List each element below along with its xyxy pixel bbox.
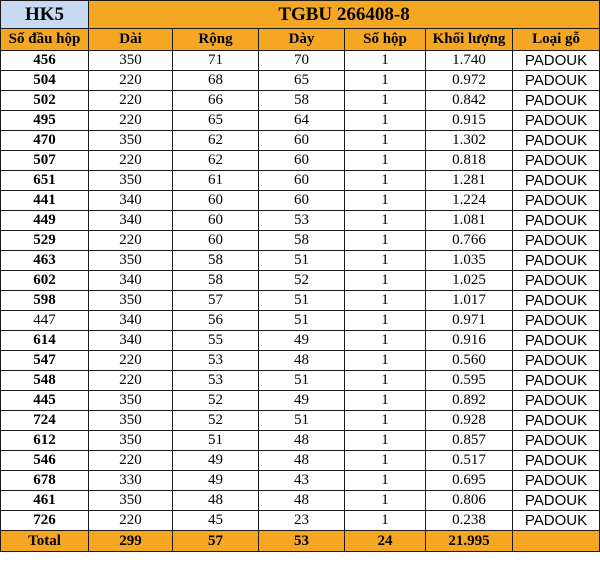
length-cell[interactable]: 350 [89,171,173,191]
thickness-cell[interactable]: 48 [259,451,345,471]
width-cell[interactable]: 53 [173,371,259,391]
volume-cell[interactable]: 0.971 [426,311,513,331]
box-id-cell[interactable]: 461 [1,491,89,511]
box-id-cell[interactable]: 724 [1,411,89,431]
box-count-cell[interactable]: 1 [345,271,426,291]
box-count-cell[interactable]: 1 [345,311,426,331]
sheet-body [1,1,600,552]
wood-type-cell[interactable]: PADOUK [513,451,600,471]
wood-type-cell[interactable]: PADOUK [513,331,600,351]
width-cell[interactable]: 58 [173,251,259,271]
thickness-cell[interactable]: 60 [259,191,345,211]
wood-type-cell[interactable]: PADOUK [513,111,600,131]
warehouse-code-cell[interactable]: HK5 [1,1,89,29]
width-cell[interactable]: 51 [173,431,259,451]
wood-type-cell[interactable]: PADOUK [513,231,600,251]
total-thickness-cell[interactable]: 53 [259,531,345,552]
width-cell[interactable]: 48 [173,491,259,511]
wood-type-cell[interactable]: PADOUK [513,391,600,411]
thickness-cell[interactable]: 65 [259,71,345,91]
box-id-cell[interactable]: 463 [1,251,89,271]
column-header-width[interactable]: Rộng [173,29,259,51]
wood-type-cell[interactable]: PADOUK [513,131,600,151]
table-row [1,151,600,171]
box-count-cell[interactable]: 1 [345,511,426,531]
wood-type-cell[interactable]: PADOUK [513,251,600,271]
thickness-cell[interactable]: 49 [259,331,345,351]
wood-type-cell[interactable]: PADOUK [513,191,600,211]
volume-cell[interactable]: 0.972 [426,71,513,91]
table-row [1,191,600,211]
table-row [1,91,600,111]
thickness-cell[interactable]: 70 [259,51,345,71]
wood-type-cell[interactable]: PADOUK [513,211,600,231]
box-id-cell[interactable]: 449 [1,211,89,231]
thickness-cell[interactable]: 64 [259,111,345,131]
length-cell[interactable]: 340 [89,211,173,231]
volume-cell[interactable]: 0.916 [426,331,513,351]
width-cell[interactable]: 49 [173,451,259,471]
wood-type-cell[interactable]: PADOUK [513,351,600,371]
volume-cell[interactable]: 0.842 [426,91,513,111]
table-row [1,291,600,311]
length-cell[interactable]: 220 [89,231,173,251]
volume-cell[interactable]: 1.081 [426,211,513,231]
volume-cell[interactable]: 1.224 [426,191,513,211]
wood-type-cell[interactable]: PADOUK [513,431,600,451]
length-cell[interactable]: 350 [89,291,173,311]
box-count-cell[interactable]: 1 [345,191,426,211]
box-id-cell[interactable]: 456 [1,51,89,71]
column-header-thickness[interactable]: Dày [259,29,345,51]
thickness-cell[interactable]: 52 [259,271,345,291]
width-cell[interactable]: 71 [173,51,259,71]
box-id-cell[interactable]: 548 [1,371,89,391]
thickness-cell[interactable]: 48 [259,351,345,371]
volume-cell[interactable]: 1.025 [426,271,513,291]
length-cell[interactable]: 350 [89,491,173,511]
wood-type-cell[interactable]: PADOUK [513,91,600,111]
width-cell[interactable]: 65 [173,111,259,131]
width-cell[interactable]: 66 [173,91,259,111]
box-count-cell[interactable]: 1 [345,131,426,151]
wood-type-cell[interactable]: PADOUK [513,291,600,311]
box-count-cell[interactable]: 1 [345,431,426,451]
box-id-cell[interactable]: 651 [1,171,89,191]
wood-type-cell[interactable]: PADOUK [513,171,600,191]
box-id-cell[interactable]: 602 [1,271,89,291]
table-row [1,71,600,91]
box-count-cell[interactable]: 1 [345,411,426,431]
volume-cell[interactable]: 0.560 [426,351,513,371]
volume-cell[interactable]: 1.035 [426,251,513,271]
box-id-cell[interactable]: 441 [1,191,89,211]
volume-cell[interactable]: 1.281 [426,171,513,191]
length-cell[interactable]: 220 [89,371,173,391]
thickness-cell[interactable]: 58 [259,91,345,111]
box-count-cell[interactable]: 1 [345,211,426,231]
length-cell[interactable]: 340 [89,271,173,291]
table-row [1,471,600,491]
box-count-cell[interactable]: 1 [345,151,426,171]
table-row [1,271,600,291]
length-cell[interactable]: 220 [89,351,173,371]
wood-type-cell[interactable]: PADOUK [513,71,600,91]
length-cell[interactable]: 220 [89,91,173,111]
box-count-cell[interactable]: 1 [345,251,426,271]
box-id-cell[interactable]: 445 [1,391,89,411]
wood-type-cell[interactable]: PADOUK [513,491,600,511]
length-cell[interactable]: 340 [89,331,173,351]
length-cell[interactable]: 350 [89,411,173,431]
box-id-cell[interactable]: 470 [1,131,89,151]
box-id-cell[interactable]: 447 [1,311,89,331]
container-number-cell[interactable]: TGBU 266408-8 [89,1,600,29]
total-volume-cell[interactable]: 21.995 [426,531,513,552]
width-cell[interactable]: 60 [173,231,259,251]
width-cell[interactable]: 52 [173,411,259,431]
box-count-cell[interactable]: 1 [345,51,426,71]
table-row [1,311,600,331]
box-count-cell[interactable]: 1 [345,291,426,311]
length-cell[interactable]: 340 [89,311,173,331]
table-row [1,51,600,71]
wood-type-cell[interactable]: PADOUK [513,151,600,171]
length-cell[interactable]: 350 [89,431,173,451]
length-cell[interactable]: 220 [89,451,173,471]
table-row [1,411,600,431]
box-count-cell[interactable]: 1 [345,331,426,351]
thickness-cell[interactable]: 51 [259,251,345,271]
volume-cell[interactable]: 1.302 [426,131,513,151]
volume-cell[interactable]: 1.740 [426,51,513,71]
width-cell[interactable]: 45 [173,511,259,531]
width-cell[interactable]: 58 [173,271,259,291]
box-count-cell[interactable]: 1 [345,491,426,511]
thickness-cell[interactable]: 51 [259,411,345,431]
length-cell[interactable]: 220 [89,511,173,531]
length-cell[interactable]: 350 [89,251,173,271]
wood-type-cell[interactable]: PADOUK [513,271,600,291]
total-length-cell[interactable]: 299 [89,531,173,552]
box-id-cell[interactable]: 547 [1,351,89,371]
box-id-cell[interactable]: 612 [1,431,89,451]
volume-cell[interactable]: 0.928 [426,411,513,431]
box-count-cell[interactable]: 1 [345,391,426,411]
wood-type-cell[interactable]: PADOUK [513,51,600,71]
column-header-box-count[interactable]: Số hộp [345,29,426,51]
length-cell[interactable]: 350 [89,391,173,411]
volume-cell[interactable]: 0.915 [426,111,513,131]
volume-cell[interactable]: 0.595 [426,371,513,391]
volume-cell[interactable]: 0.818 [426,151,513,171]
wood-type-cell[interactable]: PADOUK [513,511,600,531]
thickness-cell[interactable]: 51 [259,311,345,331]
table-row [1,391,600,411]
thickness-cell[interactable]: 48 [259,431,345,451]
column-header-length[interactable]: Dài [89,29,173,51]
wood-type-cell[interactable]: PADOUK [513,311,600,331]
wood-type-cell[interactable]: PADOUK [513,411,600,431]
volume-cell[interactable]: 0.892 [426,391,513,411]
thickness-cell[interactable]: 49 [259,391,345,411]
box-count-cell[interactable]: 1 [345,231,426,251]
wood-type-cell[interactable]: PADOUK [513,371,600,391]
length-cell[interactable]: 220 [89,111,173,131]
width-cell[interactable]: 62 [173,151,259,171]
volume-cell[interactable]: 0.695 [426,471,513,491]
box-count-cell[interactable]: 1 [345,171,426,191]
width-cell[interactable]: 68 [173,71,259,91]
box-count-cell[interactable]: 1 [345,471,426,491]
width-cell[interactable]: 53 [173,351,259,371]
width-cell[interactable]: 49 [173,471,259,491]
length-cell[interactable]: 350 [89,131,173,151]
thickness-cell[interactable]: 51 [259,291,345,311]
length-cell[interactable]: 220 [89,151,173,171]
box-count-cell[interactable]: 1 [345,351,426,371]
table-row [1,211,600,231]
box-count-cell[interactable]: 1 [345,451,426,471]
table-row [1,171,600,191]
length-cell[interactable]: 340 [89,191,173,211]
column-header-row [1,29,600,51]
volume-cell[interactable]: 0.238 [426,511,513,531]
width-cell[interactable]: 61 [173,171,259,191]
width-cell[interactable]: 62 [173,131,259,151]
box-id-cell[interactable]: 726 [1,511,89,531]
table-row [1,431,600,451]
table-row [1,451,600,471]
total-box-count-cell[interactable]: 24 [345,531,426,552]
title-row [1,1,600,29]
table-row [1,131,600,151]
length-cell[interactable]: 220 [89,71,173,91]
width-cell[interactable]: 60 [173,211,259,231]
box-count-cell[interactable]: 1 [345,111,426,131]
thickness-cell[interactable]: 58 [259,231,345,251]
table-row [1,251,600,271]
box-id-cell[interactable]: 495 [1,111,89,131]
box-id-cell[interactable]: 507 [1,151,89,171]
width-cell[interactable]: 52 [173,391,259,411]
box-count-cell[interactable]: 1 [345,71,426,91]
length-cell[interactable]: 350 [89,51,173,71]
table-row [1,351,600,371]
box-id-cell[interactable]: 529 [1,231,89,251]
thickness-cell[interactable]: 51 [259,371,345,391]
table-row [1,491,600,511]
volume-cell[interactable]: 0.806 [426,491,513,511]
width-cell[interactable]: 60 [173,191,259,211]
table-row [1,511,600,531]
box-id-cell[interactable]: 502 [1,91,89,111]
table-row [1,371,600,391]
box-id-cell[interactable]: 598 [1,291,89,311]
total-wood-type-cell[interactable] [513,531,600,552]
thickness-cell[interactable]: 53 [259,211,345,231]
box-count-cell[interactable]: 1 [345,371,426,391]
total-label-cell[interactable]: Total [1,531,89,552]
volume-cell[interactable]: 0.766 [426,231,513,251]
box-id-cell[interactable]: 546 [1,451,89,471]
total-width-cell[interactable]: 57 [173,531,259,552]
column-header-volume[interactable]: Khối lượng [426,29,513,51]
length-cell[interactable]: 330 [89,471,173,491]
thickness-cell[interactable]: 48 [259,491,345,511]
thickness-cell[interactable]: 60 [259,131,345,151]
column-header-box-id[interactable]: Số đầu hộp [1,29,89,51]
column-header-wood-type[interactable]: Loại gỗ [513,29,600,51]
box-id-cell[interactable]: 678 [1,471,89,491]
thickness-cell[interactable]: 43 [259,471,345,491]
thickness-cell[interactable]: 60 [259,151,345,171]
volume-cell[interactable]: 0.857 [426,431,513,451]
box-id-cell[interactable]: 504 [1,71,89,91]
width-cell[interactable]: 56 [173,311,259,331]
volume-cell[interactable]: 1.017 [426,291,513,311]
table-row [1,111,600,131]
total-row [1,531,600,552]
box-id-cell[interactable]: 614 [1,331,89,351]
box-count-cell[interactable]: 1 [345,91,426,111]
table-row [1,231,600,251]
thickness-cell[interactable]: 23 [259,511,345,531]
thickness-cell[interactable]: 60 [259,171,345,191]
volume-cell[interactable]: 0.517 [426,451,513,471]
wood-type-cell[interactable]: PADOUK [513,471,600,491]
table-row [1,331,600,351]
width-cell[interactable]: 55 [173,331,259,351]
width-cell[interactable]: 57 [173,291,259,311]
